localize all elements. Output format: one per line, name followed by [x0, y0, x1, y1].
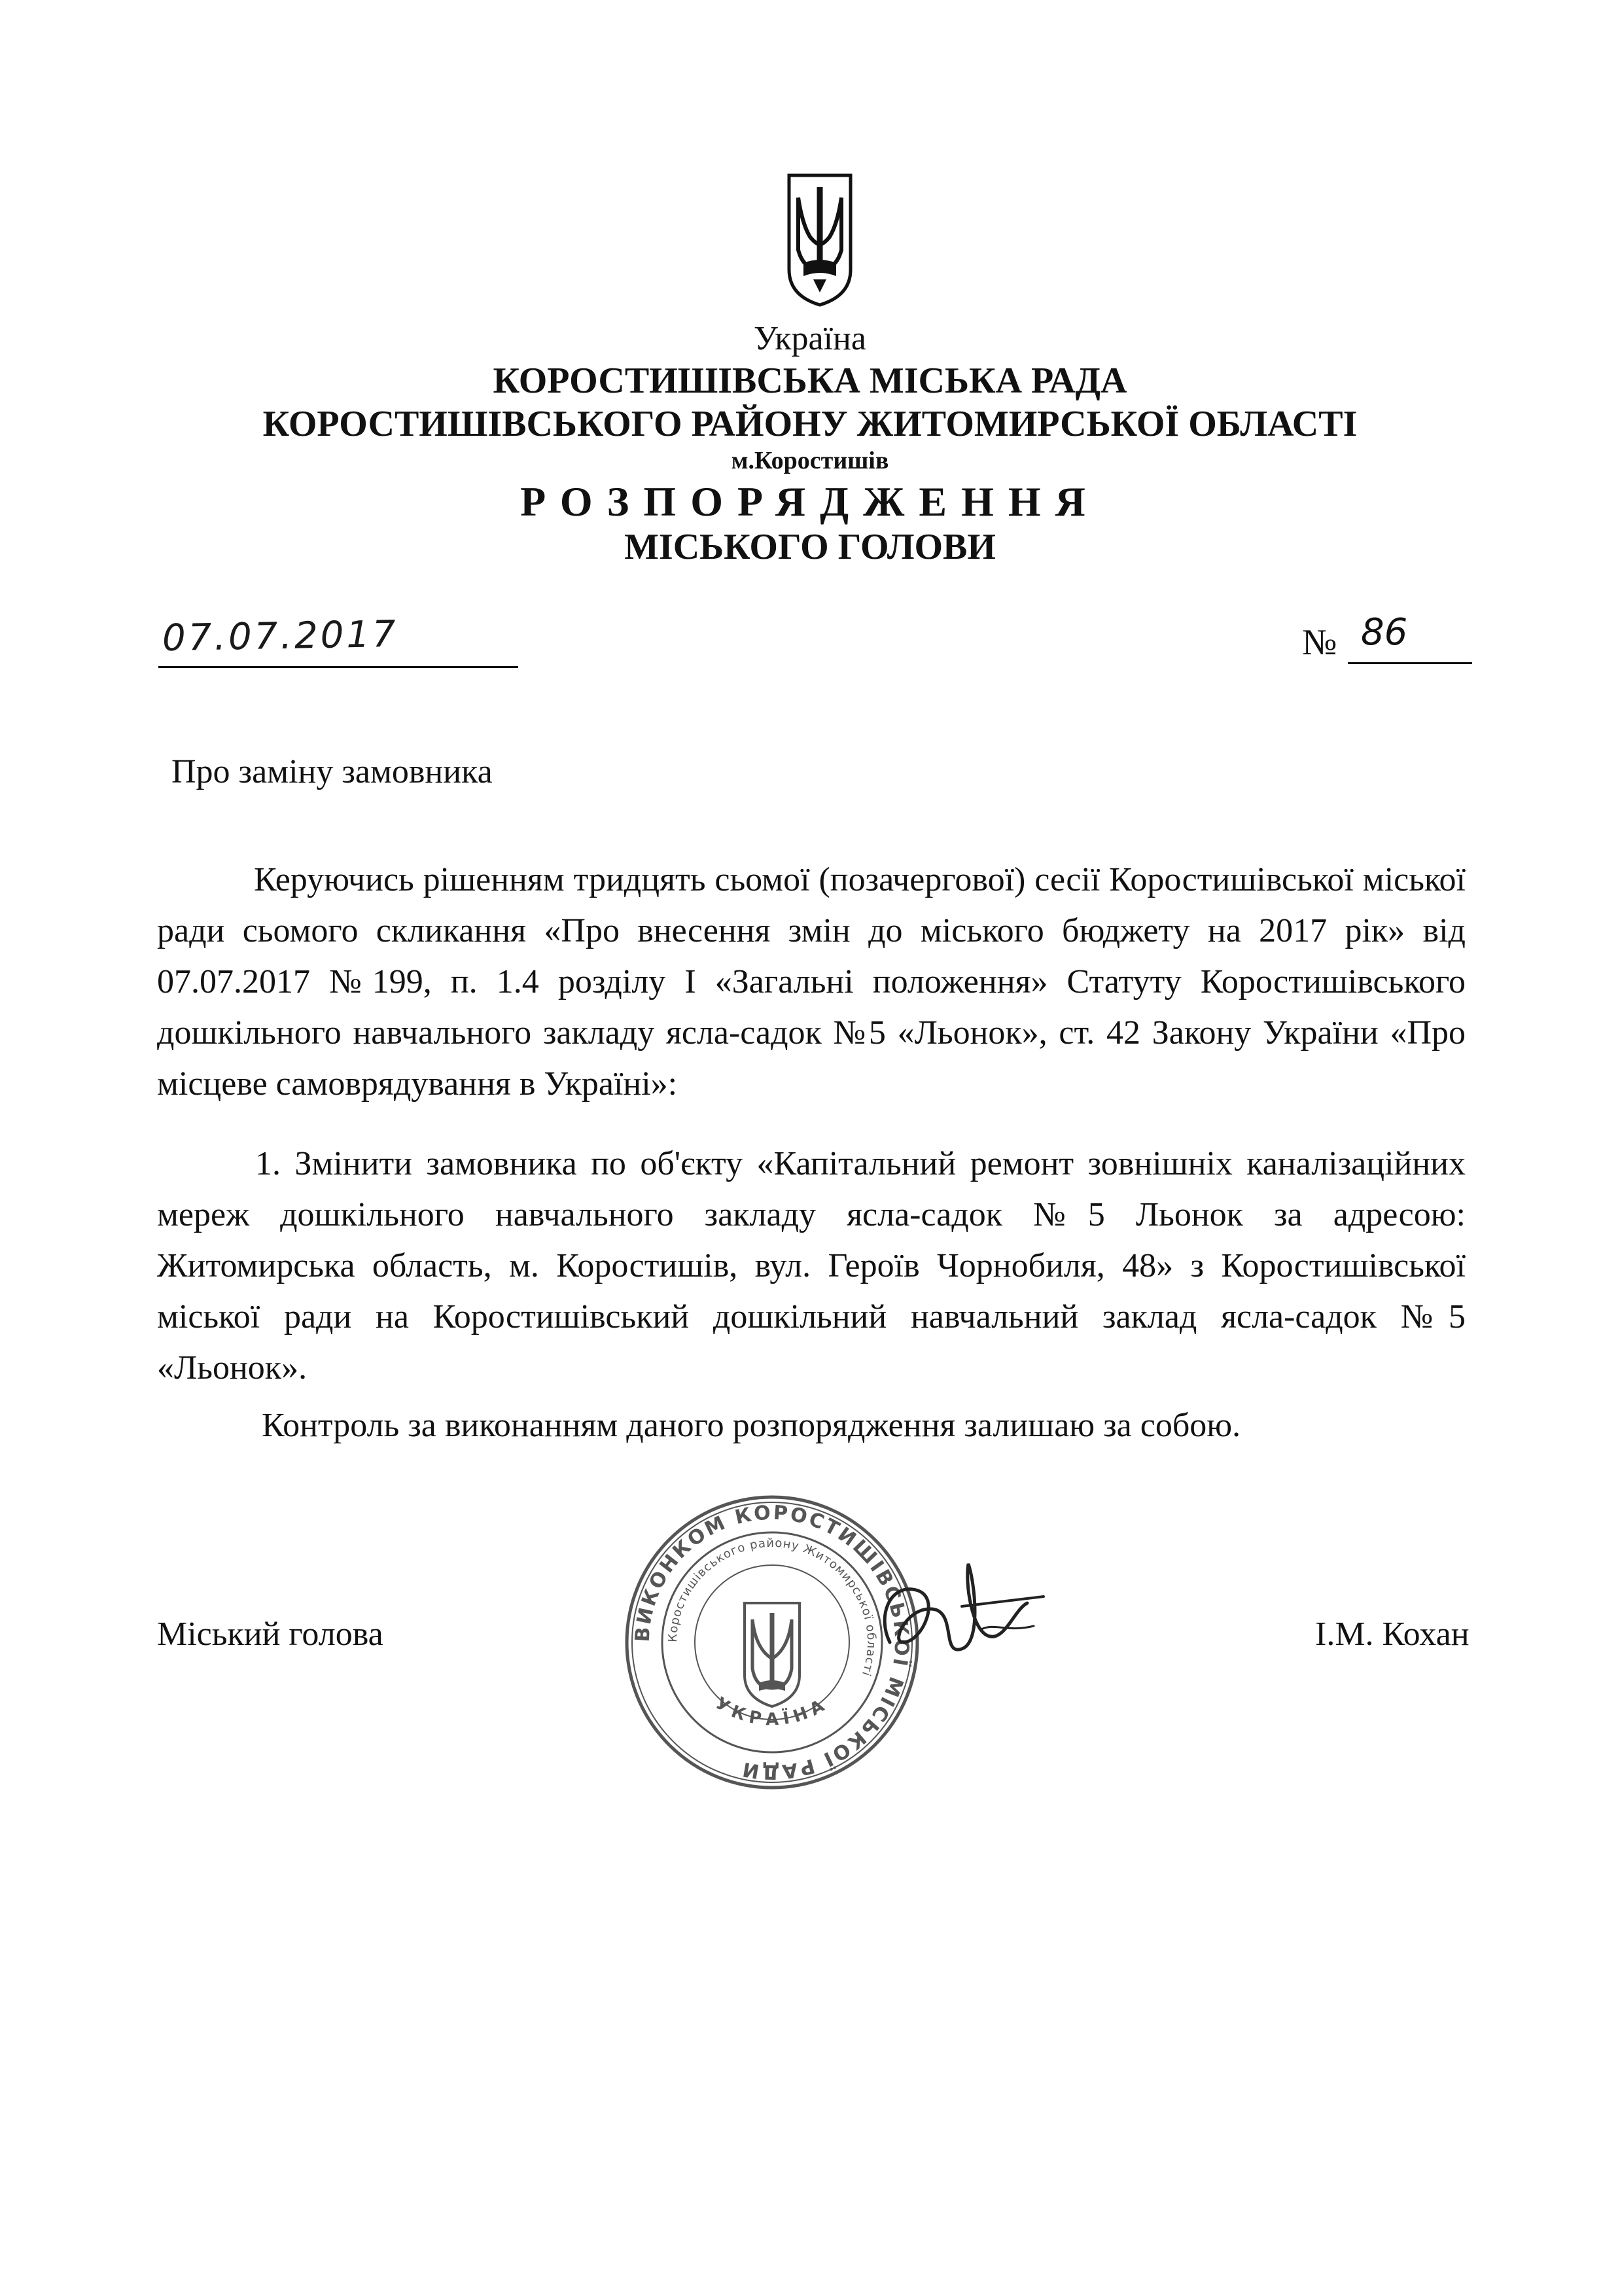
district-name: КОРОСТИШІВСЬКОГО РАЙОНУ ЖИТОМИРСЬКОЇ ОБЛАСТІ	[262, 404, 1358, 444]
seal-bottom-text: УКРАЇНА	[712, 1693, 832, 1730]
document-number: 86	[1361, 611, 1408, 654]
signatory-role: Міський голова	[157, 1616, 383, 1653]
date-underline	[158, 666, 518, 668]
document-type: РОЗПОРЯДЖЕННЯ	[520, 478, 1100, 525]
country-name: Україна	[754, 320, 866, 357]
document-subject: Про заміну замовника	[171, 753, 493, 790]
body-paragraph-control: Контроль за виконанням даного розпорядження залишаю за собою.	[262, 1407, 1241, 1444]
seal-outer-text: ВИКОНКОМ КОРОСТИШІВСЬКОЇ МІСЬКОЇ РАДИ	[631, 1501, 913, 1784]
number-label: №	[1302, 622, 1337, 663]
seal-inner-text: Коростишівського району Житомирської області	[665, 1536, 879, 1678]
document-issuer: МІСЬКОГО ГОЛОВИ	[624, 527, 996, 567]
council-name: КОРОСТИШІВСЬКА МІСЬКА РАДА	[493, 361, 1127, 401]
svg-text:УКРАЇНА	[712, 1693, 832, 1729]
body-paragraph-order: 1. Змінити замовника по об'єкту «Капітальний ремонт зовнішніх каналізаційних мереж дошкільного навчального закладу ясла-садок №5 Льонок за адресою: Житомирська область, м. Коростишів, вул. Героїв Чорнобиля, 48» з Коростишівської міської ради на Коростишівський дошкільний навчальний заклад ясла-садок №5 «Льонок».	[157, 1145, 1466, 1386]
handwritten-signature-icon	[864, 1544, 1060, 1675]
town-name: м.Коростишів	[731, 447, 889, 474]
document-date: 07.07.2017	[162, 612, 399, 660]
tryzub-icon	[784, 171, 856, 309]
signatory-name: І.М. Кохан	[1315, 1616, 1470, 1653]
number-underline	[1348, 662, 1472, 664]
body-paragraph-basis: Керуючись рішенням тридцять сьомої (позачергової) сесії Коростишівської міської ради сьомого скликання «Про внесення змін до міського бюджету на 2017 рік» від 07.07.2017 №199, п. 1.4 розділу І «Загальні положення» Статуту Коростишівського дошкільного навчального закладу ясла-садок №5 «Льонок», ст. 42 Закону України «Про місцеве самоврядування в Україні»:	[157, 861, 1466, 1103]
